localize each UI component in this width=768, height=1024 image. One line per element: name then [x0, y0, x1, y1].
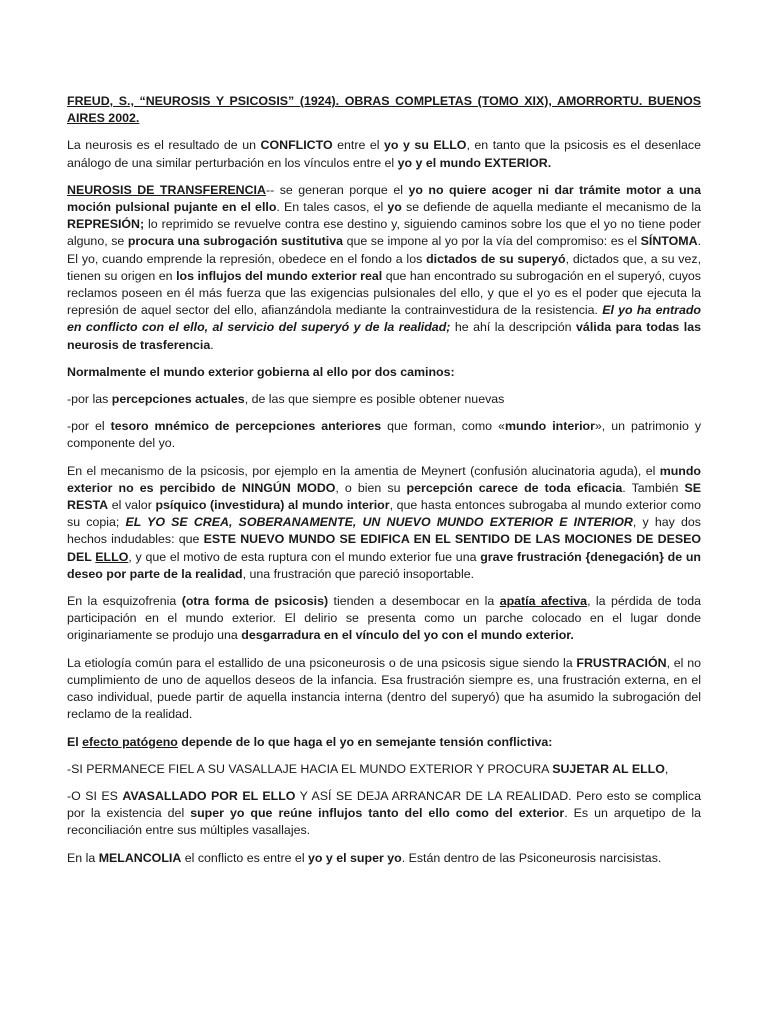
text-run: -- se generan porque el	[265, 182, 409, 197]
text-run: yo y su ELLO	[384, 138, 467, 153]
text-run: REPRESIÓN;	[67, 217, 145, 232]
paragraph	[67, 137, 701, 171]
text-run: que forman, como «	[381, 419, 505, 434]
text-run: , dictados que, a su vez, tienen su origen en	[67, 251, 702, 283]
paragraph	[67, 761, 701, 778]
text-run: El yo ha entrado en conflicto con el ello, al servicio del superyó y de la realidad;	[67, 303, 701, 335]
text-run: En la	[67, 850, 99, 865]
paragraph	[67, 734, 701, 751]
text-run: MELANCOLIA	[98, 850, 182, 865]
text-run: , de las que siempre es posible obtener nuevas	[244, 392, 505, 407]
text-run: , una frustración que pareció insoportable.	[242, 566, 475, 581]
text-run: , que hasta entonces subrogaba al mundo exterior como su copia;	[67, 498, 701, 530]
document-page	[67, 93, 701, 877]
text-run: En el mecanismo de la psicosis, por ejemplo en la amentia de Meynert (confusión alucinatoria aguda), el	[67, 463, 660, 478]
text-run: , el no cumplimiento de uno de aquellos deseos de la infancia. Esa frustración siempre es, una frustración externa, en el caso individual, puede partir de aquella instancia interna (dentro del superyó) que ha asumido la subrogación del reclamo de la realidad.	[67, 655, 701, 722]
text-run: , y que el motivo de esta ruptura con el mundo exterior fue una	[128, 549, 481, 564]
text-run: , o bien su	[335, 480, 407, 495]
text-run: (otra forma de psicosis)	[181, 594, 329, 609]
text-run: El	[67, 734, 83, 749]
text-run: -por las	[67, 392, 112, 407]
text-run: psíquico (investidura) al mundo interior	[155, 498, 390, 513]
paragraph	[67, 182, 701, 354]
text-run: los influjos del mundo exterior real	[176, 268, 383, 283]
document-title: FREUD, S., “NEUROSIS Y PSICOSIS” (1924). OBRAS COMPLETAS (TOMO XIX), AMORRORTU. BUENOS AIRES 2002.	[67, 94, 701, 126]
paragraph	[67, 655, 701, 724]
text-run: grave frustración {denegación} de un deseo por parte de la realidad	[67, 549, 701, 581]
text-run: mundo exterior no es percibido de NINGÚN MODO	[67, 463, 701, 495]
text-run: yo no quiere acoger ni dar trámite motor a una moción pulsional pujante en el ello	[67, 182, 701, 215]
text-run: SE RESTA	[67, 480, 701, 513]
text-run: , la pérdida de toda participación en el mundo exterior. El delirio se presenta como un parche colocado en el lugar donde originariamente se produjo una	[67, 594, 702, 643]
text-run: apatía afectiva	[499, 594, 588, 609]
text-run: se defiende de aquella mediante el mecanismo de la	[401, 200, 701, 215]
text-run: percepción carece de toda eficacia	[406, 480, 623, 495]
text-run: En la esquizofrenia	[67, 594, 182, 609]
text-run: La etiología común para el estallido de una psiconeurosis o de una psicosis sigue siendo la	[67, 655, 577, 670]
text-run: CONFLICTO	[260, 138, 333, 153]
text-run: he ahí la descripción	[450, 320, 577, 335]
text-run: EL YO SE CREA, SOBERANAMENTE, UN NUEVO MUNDO EXTERIOR E INTERIOR	[125, 515, 633, 530]
text-run: . Es un arquetipo de la reconciliación entre sus múltiples vasallajes.	[67, 806, 701, 838]
text-run: efecto patógeno	[82, 734, 178, 749]
text-run: válida para todas las neurosis de trasferencia	[67, 320, 701, 352]
text-run: yo	[387, 200, 402, 215]
document-body	[67, 137, 701, 866]
text-run: Normalmente el mundo exterior gobierna al ello por dos caminos:	[67, 364, 455, 379]
text-run: yo y el super yo	[308, 850, 402, 865]
text-run: tesoro mnémico de percepciones anteriores	[110, 419, 382, 434]
text-run: , y hay dos hechos indudables: que	[67, 515, 702, 547]
text-run: desgarradura en el vínculo del yo con el mundo exterior.	[241, 628, 574, 643]
text-run: percepciones actuales	[111, 392, 245, 407]
text-run: La neurosis es el resultado de un	[67, 138, 261, 153]
text-run: dictados de su superyó	[426, 251, 566, 266]
text-run: lo reprimido se revuelve contra ese destino y, siguiendo caminos sobre los que el yo no tiene poder alguno, se	[67, 217, 701, 249]
paragraph	[67, 593, 701, 645]
paragraph	[67, 850, 701, 867]
text-run: entre el	[332, 138, 385, 153]
text-run: », un patrimonio y componente del yo.	[67, 419, 702, 451]
text-run: depende de lo que haga el yo en semejante tensión conflictiva:	[177, 734, 553, 749]
text-run: el valor	[108, 498, 156, 513]
text-run: . Están dentro de las Psiconeurosis narcisistas.	[401, 850, 662, 865]
text-run: SÍNTOMA	[640, 234, 698, 249]
text-run: tienden a desembocar en la	[328, 594, 500, 609]
paragraph	[67, 364, 701, 381]
text-run: super yo que reúne influjos tanto del ello como del exterior	[190, 806, 565, 821]
text-run: . El yo, cuando emprende la represión, obedece en el fondo a los	[67, 234, 702, 266]
text-run: .	[210, 337, 214, 352]
text-run: Y ASÍ SE DEJA ARRANCAR DE LA REALIDAD. Pero esto se complica por la existencia del	[67, 788, 701, 821]
text-run: , en tanto que la psicosis es el desenlace análogo de una similar perturbación en los vínculos entre el	[67, 138, 702, 170]
text-run: -SI PERMANECE FIEL A SU VASALLAJE HACIA EL MUNDO EXTERIOR Y PROCURA	[67, 761, 553, 776]
text-run: procura una subrogación sustitutiva	[127, 234, 344, 249]
text-run: SUJETAR AL ELLO	[552, 761, 665, 776]
text-run: ,	[664, 761, 669, 776]
text-run: FRUSTRACIÓN	[576, 655, 667, 670]
text-run: NEUROSIS DE TRANSFERENCIA	[67, 182, 266, 197]
text-run: que se impone al yo por la vía del compromiso: es el	[343, 234, 641, 249]
text-run: AVASALLADO POR EL ELLO	[122, 788, 296, 803]
text-run: . En tales casos, el	[276, 200, 388, 215]
text-run: -O SI ES	[67, 788, 123, 803]
paragraph	[67, 463, 701, 583]
text-run: que han encontrado su subrogación en el superyó, cuyos reclamos poseen en él más fuerza que las exigencias pulsionales del ello, y que el yo es el poder que ejecuta la represión de aquel sector del ello, afianzándola mediante la contrainvestidura de la resistencia.	[67, 268, 701, 318]
text-run: . También	[622, 480, 685, 495]
paragraph	[67, 391, 701, 408]
text-run: ESTE NUEVO MUNDO SE EDIFICA EN EL SENTIDO DE LAS MOCIONES DE DESEO DEL	[67, 532, 701, 564]
text-run: el conflicto es entre el	[181, 850, 309, 865]
text-run: ELLO	[95, 549, 129, 564]
paragraph	[67, 418, 701, 452]
text-run: yo y el mundo EXTERIOR.	[397, 155, 552, 170]
paragraph	[67, 788, 701, 840]
text-run: -por el	[67, 419, 111, 434]
text-run: mundo interior	[504, 419, 595, 434]
